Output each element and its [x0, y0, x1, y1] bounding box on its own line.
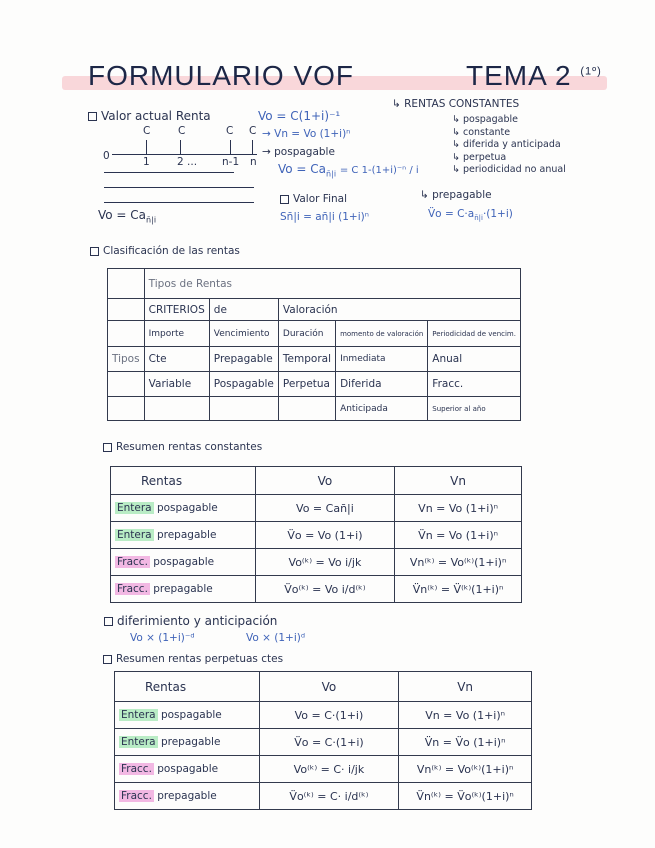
formula-cell: V̈o⁽ᵏ⁾ = C· i/d⁽ᵏ⁾ [259, 783, 399, 810]
timeline-label-0: 0 [103, 150, 110, 162]
table-cell [278, 397, 335, 421]
resumen-constantes-heading: Resumen rentas constantes [103, 441, 262, 453]
col-header: Periodicidad de vencim. [428, 321, 521, 347]
table-cell: Anticipada [336, 397, 428, 421]
page-title-right [466, 60, 602, 92]
col-header: Importe [144, 321, 209, 347]
criterios-cell: CRITERIOS [144, 299, 209, 321]
table-cell: Pospagable [209, 372, 278, 397]
bullet-box-icon [103, 655, 112, 664]
list-item: ↳ periodicidad no anual [452, 164, 566, 175]
rentas-constantes-heading: ↳ RENTAS CONSTANTES [392, 98, 520, 110]
tag-fracc: Fracc. [117, 556, 148, 568]
criterios-cell: Valoración [278, 299, 520, 321]
timeline-tick [146, 140, 147, 154]
formula-cell: Vo⁽ᵏ⁾ = Vo i/jk [255, 549, 395, 576]
formula-vo-annuity: $Vo = Ca_{n̄|i} = C$ 1-(1+i)⁻ⁿ / i [278, 162, 419, 179]
discount-arrow [104, 172, 234, 173]
resumen-perpetuas-table [114, 671, 532, 810]
formula-cell: Vn⁽ᵏ⁾ = Vo⁽ᵏ⁾(1+i)ⁿ [395, 549, 522, 576]
discount-arrow [104, 202, 254, 203]
row-label: Tipos [108, 347, 145, 372]
table-cell [108, 397, 145, 421]
table-cell: Variable [144, 372, 209, 397]
table-row: Entera pospagable [115, 702, 260, 729]
list-item: ↳ pospagable [452, 114, 518, 125]
formula-cell: V̈o = C·(1+i) [259, 729, 399, 756]
timeline-c-4: C [249, 125, 257, 137]
resumen-perpetuas-heading: Resumen rentas perpetuas ctes [103, 653, 283, 665]
prepagable-label: ↳ prepagable [420, 189, 492, 201]
resumen-constantes-table [110, 466, 522, 603]
formula-cell: Vn = Vo (1+i)ⁿ [399, 702, 532, 729]
tipos-header: Tipos de Rentas [144, 269, 520, 299]
timeline-label-2: 2 ... [177, 156, 198, 168]
col-header: Rentas [115, 672, 260, 702]
table-cell [144, 397, 209, 421]
table-cell: Prepagable [209, 347, 278, 372]
formula-cell: Vn⁽ᵏ⁾ = Vo⁽ᵏ⁾(1+i)ⁿ [399, 756, 532, 783]
timeline-tick [252, 140, 253, 154]
formula-cell: V̈o = Vo (1+i) [255, 522, 395, 549]
tag-entera: Entera [117, 502, 152, 514]
timeline-tick [230, 140, 231, 154]
col-header: Vn [395, 467, 522, 495]
valor-final-label: Valor Final [280, 193, 347, 205]
table-row: Entera prepagable [111, 522, 256, 549]
timeline-label-1: 1 [143, 156, 150, 168]
discount-arrow [104, 187, 254, 188]
valor-actual-label: Valor actual Renta [88, 109, 211, 123]
table-row: Entera prepagable [115, 729, 260, 756]
formula-cell: Vo⁽ᵏ⁾ = C· i/jk [259, 756, 399, 783]
left-result: $Vo = Ca_{n̄|i}$ [98, 208, 157, 225]
diferimiento-formula-b: Vo × (1+i)ᵈ [246, 632, 306, 644]
table-cell [108, 269, 145, 299]
formula-cell: V̈n⁽ᵏ⁾ = V̈⁽ᵏ⁾(1+i)ⁿ [395, 576, 522, 603]
formula-vn: → Vn = Vo (1+i)ⁿ [262, 128, 351, 140]
formula-cell: Vn = Vo (1+i)ⁿ [395, 495, 522, 522]
tag-entera: Entera [121, 736, 156, 748]
timeline-c-3: C [226, 125, 234, 137]
formula-cell: V̈n = V̈o (1+i)ⁿ [399, 729, 532, 756]
tag-entera: Entera [121, 709, 156, 721]
tag-fracc: Fracc. [117, 583, 148, 595]
col-header: momento de valoración [336, 321, 428, 347]
diferimiento-formula-a: Vo × (1+i)⁻ᵈ [130, 632, 195, 644]
table-cell: Anual [428, 347, 521, 372]
timeline-tick [180, 140, 181, 154]
pospagable-label: → pospagable [262, 146, 335, 158]
col-header: Vo [259, 672, 399, 702]
clasificacion-table [107, 268, 521, 421]
prepagable-formula: V̈o = $C\cdot a_{n̄|i}\cdot(1+i)$ [428, 208, 513, 223]
diferimiento-heading: diferimiento y anticipación [104, 614, 277, 628]
timeline-label-3: n-1 [222, 156, 240, 168]
col-header: Vencimiento [209, 321, 278, 347]
formula-cell: V̈n⁽ᵏ⁾ = V̈o⁽ᵏ⁾(1+i)ⁿ [399, 783, 532, 810]
tag-entera: Entera [117, 529, 152, 541]
title-tema: TEMA 2 [466, 60, 572, 91]
bullet-box-icon [104, 617, 113, 626]
formula-cell: Vo = C·(1+i) [259, 702, 399, 729]
col-header: Vn [399, 672, 532, 702]
timeline-c-1: C [143, 125, 151, 137]
col-header: Vo [255, 467, 395, 495]
table-cell: Diferida [336, 372, 428, 397]
bullet-box-icon [90, 247, 99, 256]
list-item: ↳ diferida y anticipada [452, 139, 561, 150]
table-row: Fracc. prepagable [111, 576, 256, 603]
table-row: Entera pospagable [111, 495, 256, 522]
table-cell: Temporal [278, 347, 335, 372]
bullet-box-icon [280, 195, 289, 204]
formula-cell: V̈n = Vo (1+i)ⁿ [395, 522, 522, 549]
table-cell: Fracc. [428, 372, 521, 397]
clasificacion-heading: Clasificación de las rentas [90, 245, 240, 257]
timeline-c-2: C [178, 125, 186, 137]
table-cell [209, 397, 278, 421]
rentas-constantes-list [452, 114, 566, 177]
table-cell [108, 321, 145, 347]
tag-fracc: Fracc. [121, 790, 152, 802]
table-row: Fracc. pospagable [111, 549, 256, 576]
list-item: ↳ perpetua [452, 151, 507, 163]
col-header: Rentas [111, 467, 256, 495]
criterios-cell: de [209, 299, 278, 321]
table-cell [108, 299, 145, 321]
formula-cell: V̈o⁽ᵏ⁾ = Vo i/d⁽ᵏ⁾ [255, 576, 395, 603]
table-cell: Perpetua [278, 372, 335, 397]
table-cell [108, 372, 145, 397]
page-title-left: FORMULARIO VOF [88, 60, 355, 91]
bullet-box-icon [88, 112, 97, 121]
title-sup: (1º) [580, 65, 602, 78]
timeline-axis [112, 154, 257, 155]
table-cell: Cte [144, 347, 209, 372]
list-item: ↳ constante [452, 126, 511, 138]
table-cell: Inmediata [336, 347, 428, 372]
bullet-box-icon [103, 443, 112, 452]
col-header: Duración [278, 321, 335, 347]
valor-final-formula: Sn̄|i = an̄|i (1+i)ⁿ [280, 211, 369, 223]
table-cell: Superior al año [428, 397, 521, 421]
formula-vo: Vo = C(1+i)⁻¹ [258, 109, 341, 123]
timeline-label-4: n [250, 156, 257, 168]
formula-cell: Vo = Can̄|i [255, 495, 395, 522]
table-row: Fracc. prepagable [115, 783, 260, 810]
tag-fracc: Fracc. [121, 763, 152, 775]
table-row: Fracc. pospagable [115, 756, 260, 783]
